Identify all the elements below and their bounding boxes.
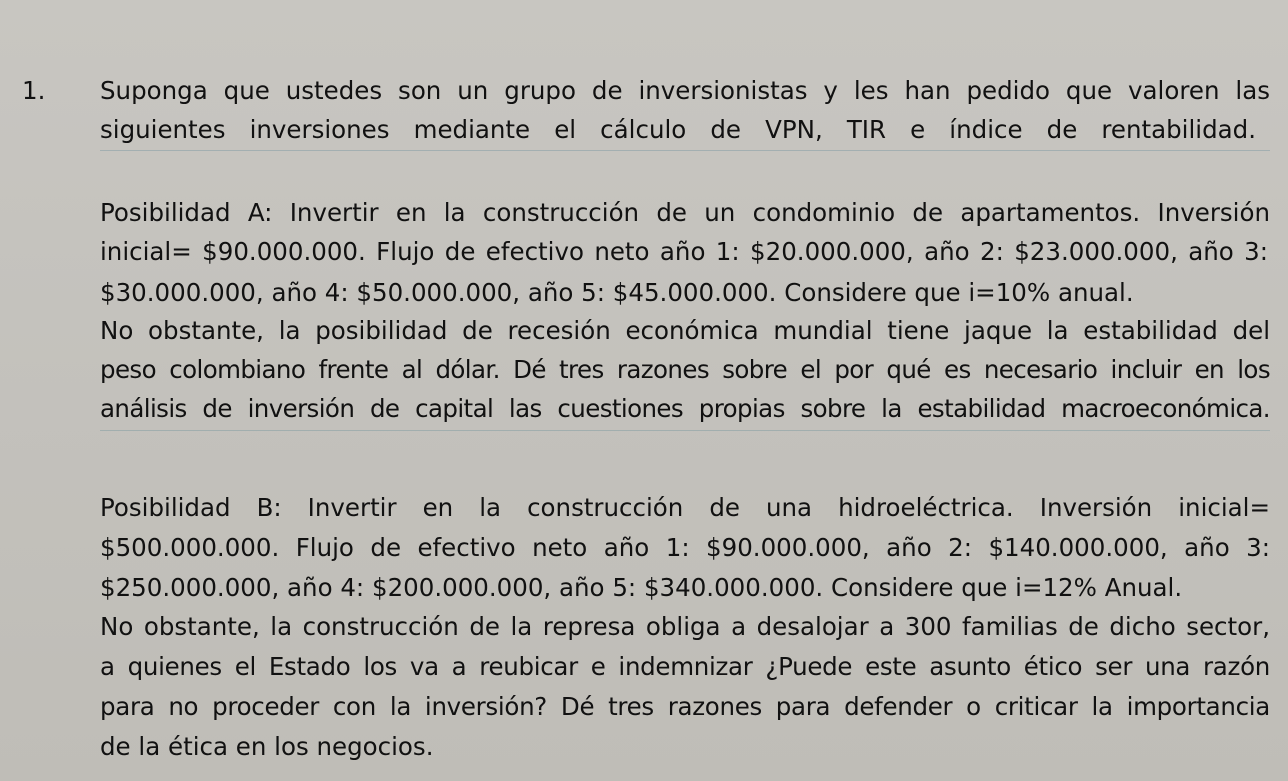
intro-line-2: siguientes inversiones mediante el cálculo de VPN, TIR e índice de rentabilidad. [100,115,1256,144]
option-b-line-4: No obstante, la construcción de la represa obliga a desalojar a 300 familias de dicho sector, [100,612,1270,641]
option-b-line-2: $500.000.000. Flujo de efectivo neto año 1: $90.000.000, año 2: $140.000.000, año 3: [100,533,1270,562]
option-b-line-3: $250.000.000, año 4: $200.000.000, año 5: $340.000.000. Considere que i=12% Anual. [100,573,1183,602]
option-a-line-2: inicial= $90.000.000. Flujo de efectivo neto año 1: $20.000.000, año 2: $23.000.000, año 3: [100,237,1268,266]
option-b-line-5: a quienes el Estado los va a reubicar e indemnizar ¿Puede este asunto ético ser una razón [100,652,1270,681]
option-a-line-1: Posibilidad A: Invertir en la construcción de un condominio de apartamentos. Inversión [100,198,1270,227]
option-a-line-6: análisis de inversión de capital las cuestiones propias sobre la estabilidad macroeconómica. [100,394,1270,423]
option-b-line-7: de la ética en los negocios. [100,732,434,761]
option-a-line-3: $30.000.000, año 4: $50.000.000, año 5: $45.000.000. Considere que i=10% anual. [100,278,1134,307]
ruled-line [100,150,1270,151]
ruled-line [100,430,1270,431]
question-number: 1. [22,76,46,105]
option-a-line-4: No obstante, la posibilidad de recesión económica mundial tiene jaque la estabilidad del [100,316,1270,345]
option-a-line-5: peso colombiano frente al dólar. Dé tres razones sobre el por qué es necesario incluir en los [100,355,1270,384]
option-b-line-6: para no proceder con la inversión? Dé tres razones para defender o criticar la importancia [100,692,1270,721]
option-b-line-1: Posibilidad B: Invertir en la construcción de una hidroeléctrica. Inversión inicial= [100,493,1270,522]
intro-line-1: Suponga que ustedes son un grupo de inversionistas y les han pedido que valoren las [100,76,1270,105]
